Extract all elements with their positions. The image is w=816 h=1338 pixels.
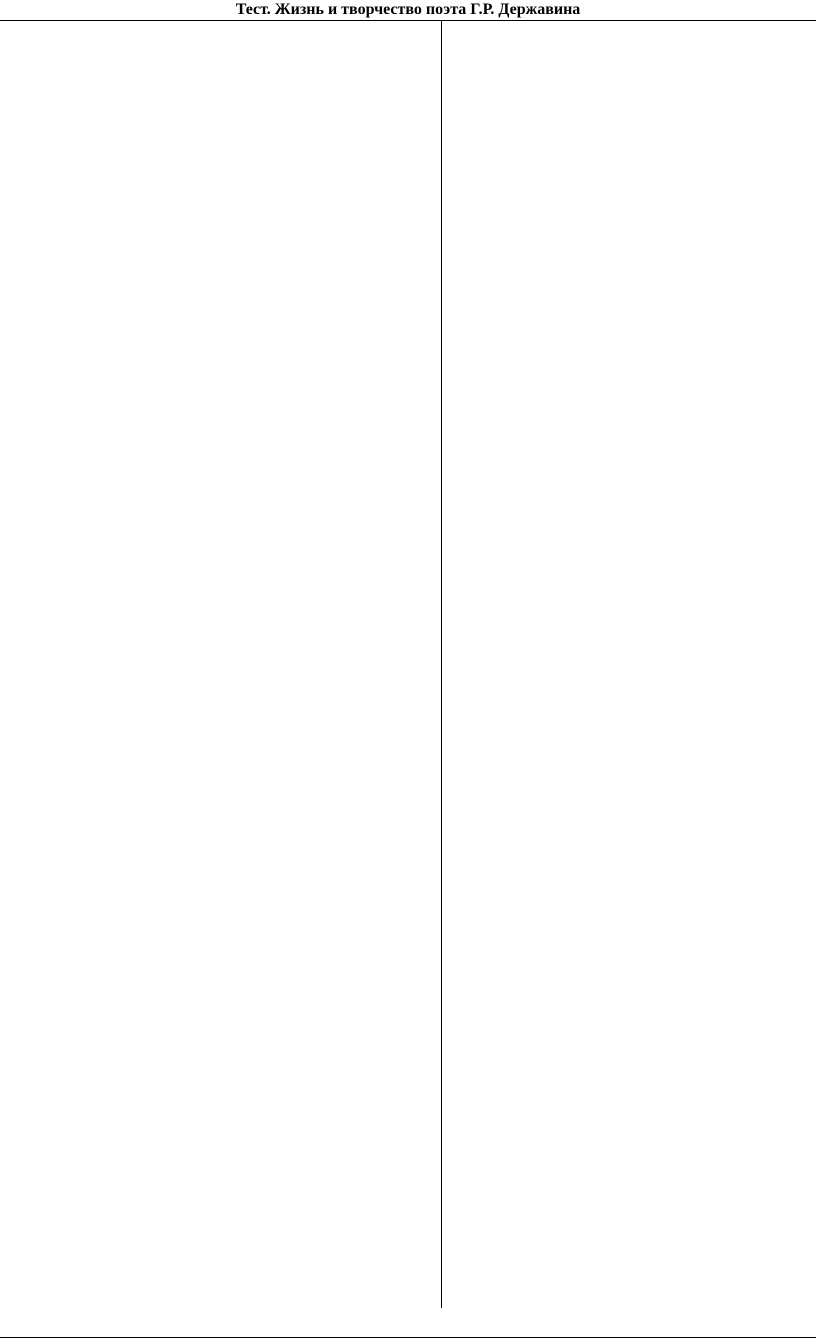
page-title: Тест. Жизнь и творчество поэта Г.Р. Державина	[235, 1, 581, 18]
column-divider	[441, 20, 442, 1308]
table-frame	[0, 20, 816, 1338]
